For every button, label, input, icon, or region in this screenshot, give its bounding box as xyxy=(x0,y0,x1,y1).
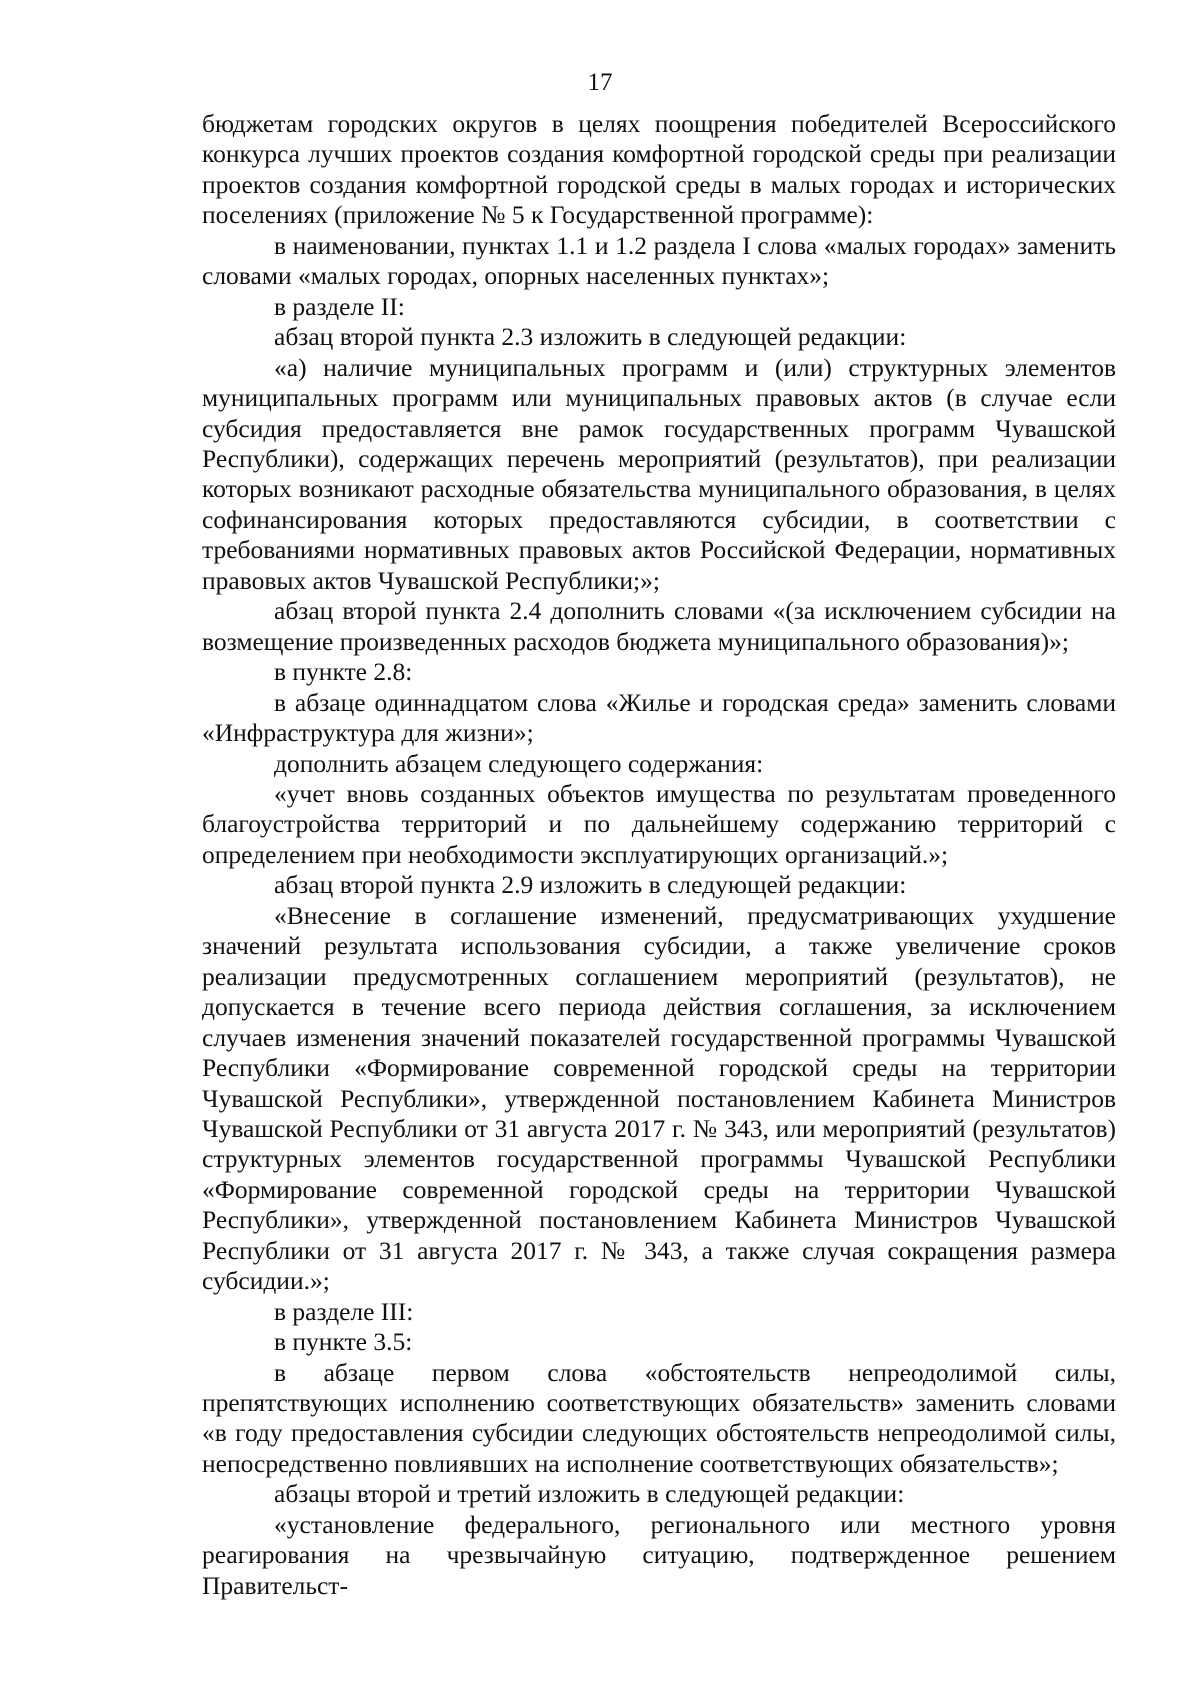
paragraph-item-3-5-first: в абзаце первом слова «обстоятельств непреодолимой силы, препятствующих исполнению соответствующих обязательств» заменить словами «в году предоставления субсидии следующих обстоятельств непреодолимой силы, непосредственно повлиявших на исполнение соответствующих обязательств»; xyxy=(202,1357,1116,1478)
paragraph-item-2-3-text: «а) наличие муниципальных программ и (или) структурных элементов муниципальных программ или муниципальных правовых актов (в случае если субсидия предоставляется вне рамок государственных программ Чувашской Республики), содержащих перечень мероприятий (результатов), при реализации которых возникают расходные обязательства муниципального образования, в целях софинансирования которых предоставляются субсидии, в соответствии с требованиями нормативных правовых актов Российской Федерации, нормативных правовых актов Чувашской Республики;»; xyxy=(202,352,1116,595)
paragraph-section-2: в разделе II: xyxy=(274,291,405,321)
paragraph-item-2-8-eleventh: в абзаце одиннадцатом слова «Жилье и городская среда» заменить словами «Инфраструктура для жизни»; xyxy=(202,687,1116,748)
paragraph-item-3-5: в пункте 3.5: xyxy=(274,1327,413,1357)
paragraph-naming-change: в наименовании, пунктах 1.1 и 1.2 раздела I слова «малых городах» заменить словами «малых городах, опорных населенных пунктах»; xyxy=(202,230,1116,291)
paragraph-item-2-9-text: «Внесение в соглашение изменений, предусматривающих ухудшение значений результата использования субсидии, а также увеличение сроков реализации предусмотренных соглашением мероприятий (результатов), не допускается в течение всего периода действия соглашения, за исключением случаев изменения значений показателей государственной программы Чувашской Республики «Формирование современной городской среды на территории Чувашской Республики», утвержденной постановлением Кабинета Министров Чувашской Республики от 31 августа 2017 г. № 343, или мероприятий (результатов) структурных элементов государственной программы Чувашской Республики «Формирование современной городской среды на территории Чувашской Республики», утвержденной постановлением Кабинета Министров Чувашской Республики от 31 августа 2017 г. № 343, а также случая сокращения размера субсидии.»; xyxy=(202,900,1116,1296)
paragraph-item-2-8: в пункте 2.8: xyxy=(274,657,413,687)
paragraph-add-clause-text: «учет вновь созданных объектов имущества по результатам проведенного благоустройства территорий и по дальнейшему содержанию территорий с определением при необходимости эксплуатирующих организаций.»; xyxy=(202,778,1116,869)
paragraph-item-3-5-second-third: абзацы второй и третий изложить в следующей редакции: xyxy=(274,1479,905,1509)
paragraph-item-2-9: абзац второй пункта 2.9 изложить в следующей редакции: xyxy=(274,870,907,900)
paragraph-section-3: в разделе III: xyxy=(274,1296,414,1326)
paragraph-item-2-3: абзац второй пункта 2.3 изложить в следующей редакции: xyxy=(274,322,907,352)
page-number: 17 xyxy=(587,69,613,96)
paragraph-add-clause: дополнить абзацем следующего содержания: xyxy=(274,748,764,778)
paragraph-item-2-4: абзац второй пункта 2.4 дополнить словами «(за исключением субсидии на возмещение произведенных расходов бюджета муниципального образования)»; xyxy=(202,596,1116,656)
document-body xyxy=(202,109,1116,1601)
paragraph-budget-intro: бюджетам городских округов в целях поощрения победителей Всероссийского конкурса лучших проектов создания комфортной городской среды при реализации проектов создания комфортной городской среды в малых городах и исторических поселениях (приложение № 5 к Государственной программе): xyxy=(202,109,1116,230)
paragraph-emergency-response: «установление федерального, регионального или местного уровня реагирования на чрезвычайную ситуацию, подтвержденное решением Правительст- xyxy=(202,1509,1116,1600)
